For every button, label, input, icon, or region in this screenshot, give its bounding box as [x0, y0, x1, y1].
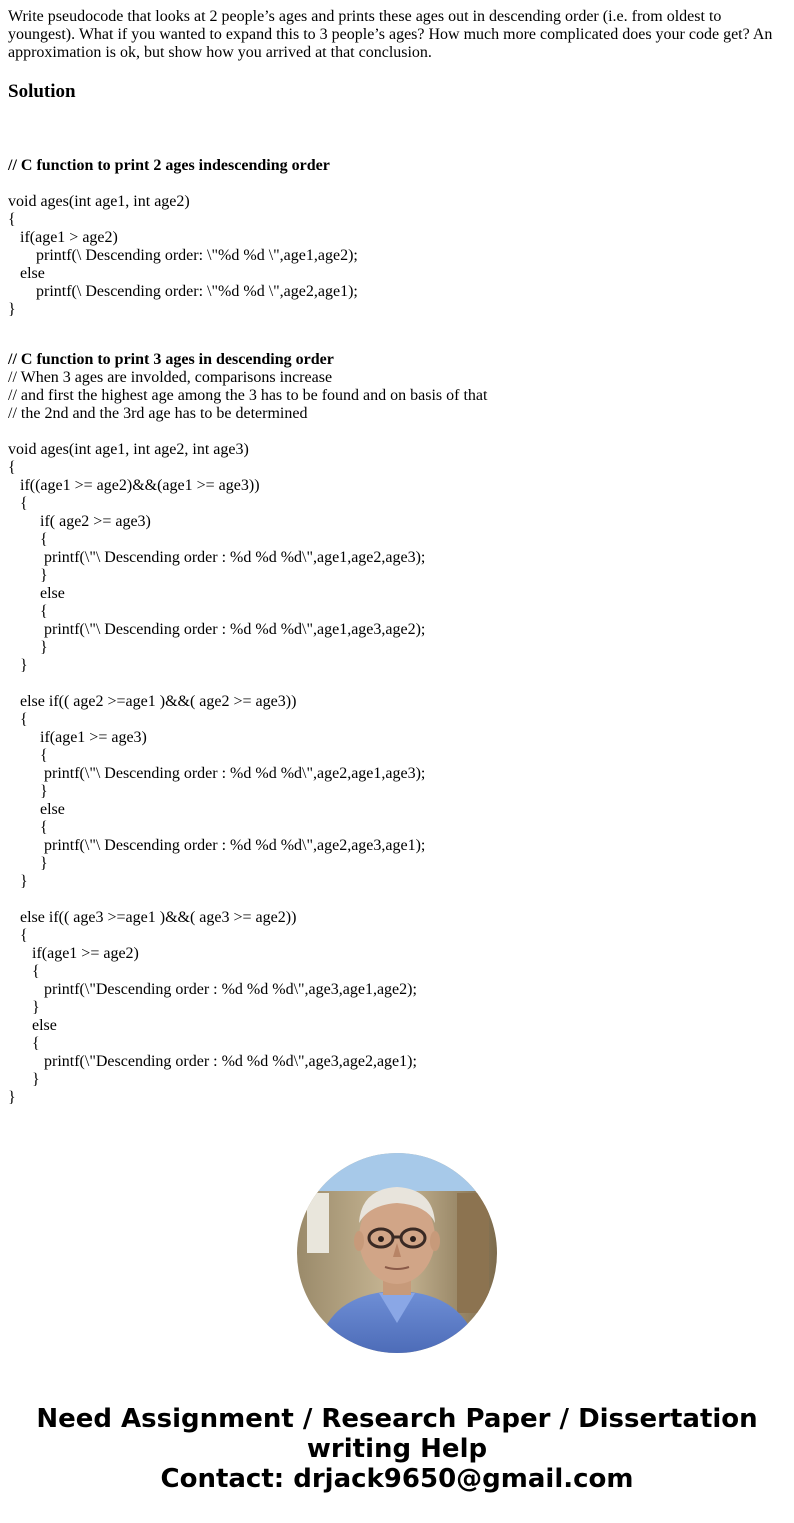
contact-banner — [0, 1404, 794, 1494]
code-line: if(age1 >= age3) — [8, 729, 147, 746]
code-line: { — [8, 459, 16, 476]
code-line: } — [8, 301, 16, 318]
code-line: { — [8, 927, 28, 944]
code-line: } — [8, 1089, 16, 1106]
code-line: { — [8, 531, 48, 548]
code-line: else — [8, 265, 45, 282]
code-line: { — [8, 747, 48, 764]
code-line: printf(\"\ Descending order : %d %d %d\",age2,age3,age1); — [8, 837, 426, 854]
code-line: else — [8, 801, 65, 818]
code-line: printf(\"\ Descending order : %d %d %d\",age1,age3,age2); — [8, 621, 426, 638]
code-line: if(age1 > age2) — [8, 229, 118, 246]
code-line: { — [8, 1035, 40, 1052]
code-lines — [8, 369, 487, 1107]
question-text: Write pseudocode that looks at 2 people’s ages and prints these ages out in descending order (i.e. from oldest to youngest). What if you wanted to expand this to 3 people’s ages? How much more complicated does your code get? An approximation is ok, but show how you arrived at that conclusion. — [8, 8, 773, 61]
avatar-photo — [297, 1153, 497, 1353]
banner-line-1: Need Assignment / Research Paper / Dissertation — [36, 1404, 758, 1434]
code-line: // When 3 ages are involded, comparisons increase — [8, 369, 333, 386]
code-block-two-ages — [8, 139, 358, 337]
code-line: } — [8, 639, 48, 656]
code-line: // and first the highest age among the 3 has to be found and on basis of that — [8, 387, 488, 404]
banner-line-3: Contact: drjack9650@gmail.com — [160, 1464, 634, 1494]
code-line: { — [8, 819, 48, 836]
code-line: { — [8, 211, 16, 228]
code-line: printf(\ Descending order: \"%d %d \",age1,age2); — [8, 247, 358, 264]
code-line: { — [8, 603, 48, 620]
code-line: printf(\"\ Descending order : %d %d %d\",age2,age1,age3); — [8, 765, 426, 782]
code-line: } — [8, 657, 28, 674]
code-line: printf(\"\ Descending order : %d %d %d\",age1,age2,age3); — [8, 549, 426, 566]
code-line: printf(\"Descending order : %d %d %d\",age3,age1,age2); — [8, 981, 417, 998]
code-line — [8, 175, 358, 193]
code-line: if( age2 >= age3) — [8, 513, 151, 530]
solution-heading: Solution — [8, 81, 76, 102]
code-lines — [8, 175, 358, 319]
code-line: { — [8, 711, 28, 728]
code-line: { — [8, 963, 40, 980]
code-line: { — [8, 495, 28, 512]
banner-line-2: writing Help — [306, 1434, 488, 1464]
code-line: if((age1 >= age2)&&(age1 >= age3)) — [8, 477, 260, 494]
avatar — [297, 1153, 497, 1353]
code-line: } — [8, 999, 40, 1016]
code-line: void ages(int age1, int age2, int age3) — [8, 441, 249, 458]
code-line — [8, 675, 487, 693]
code-line: printf(\ Descending order: \"%d %d \",age2,age1); — [8, 283, 358, 300]
code-line: else — [8, 585, 65, 602]
code-line: else if(( age3 >=age1 )&&( age3 >= age2)) — [8, 909, 297, 926]
code-line: } — [8, 567, 48, 584]
code-block-three-ages — [8, 333, 487, 1125]
code-line: // the 2nd and the 3rd age has to be determined — [8, 405, 308, 422]
code-block-title: // C function to print 2 ages indescending order — [8, 157, 330, 174]
code-line: printf(\"Descending order : %d %d %d\",age3,age2,age1); — [8, 1053, 417, 1070]
code-line: else — [8, 1017, 57, 1034]
code-line: if(age1 >= age2) — [8, 945, 139, 962]
code-line: else if(( age2 >=age1 )&&( age2 >= age3)) — [8, 693, 297, 710]
code-block-title: // C function to print 3 ages in descending order — [8, 351, 334, 368]
code-line — [8, 423, 487, 441]
code-line: } — [8, 873, 28, 890]
code-line: } — [8, 1071, 40, 1088]
code-line — [8, 891, 487, 909]
code-line: void ages(int age1, int age2) — [8, 193, 190, 210]
code-line: } — [8, 855, 48, 872]
code-line: } — [8, 783, 48, 800]
